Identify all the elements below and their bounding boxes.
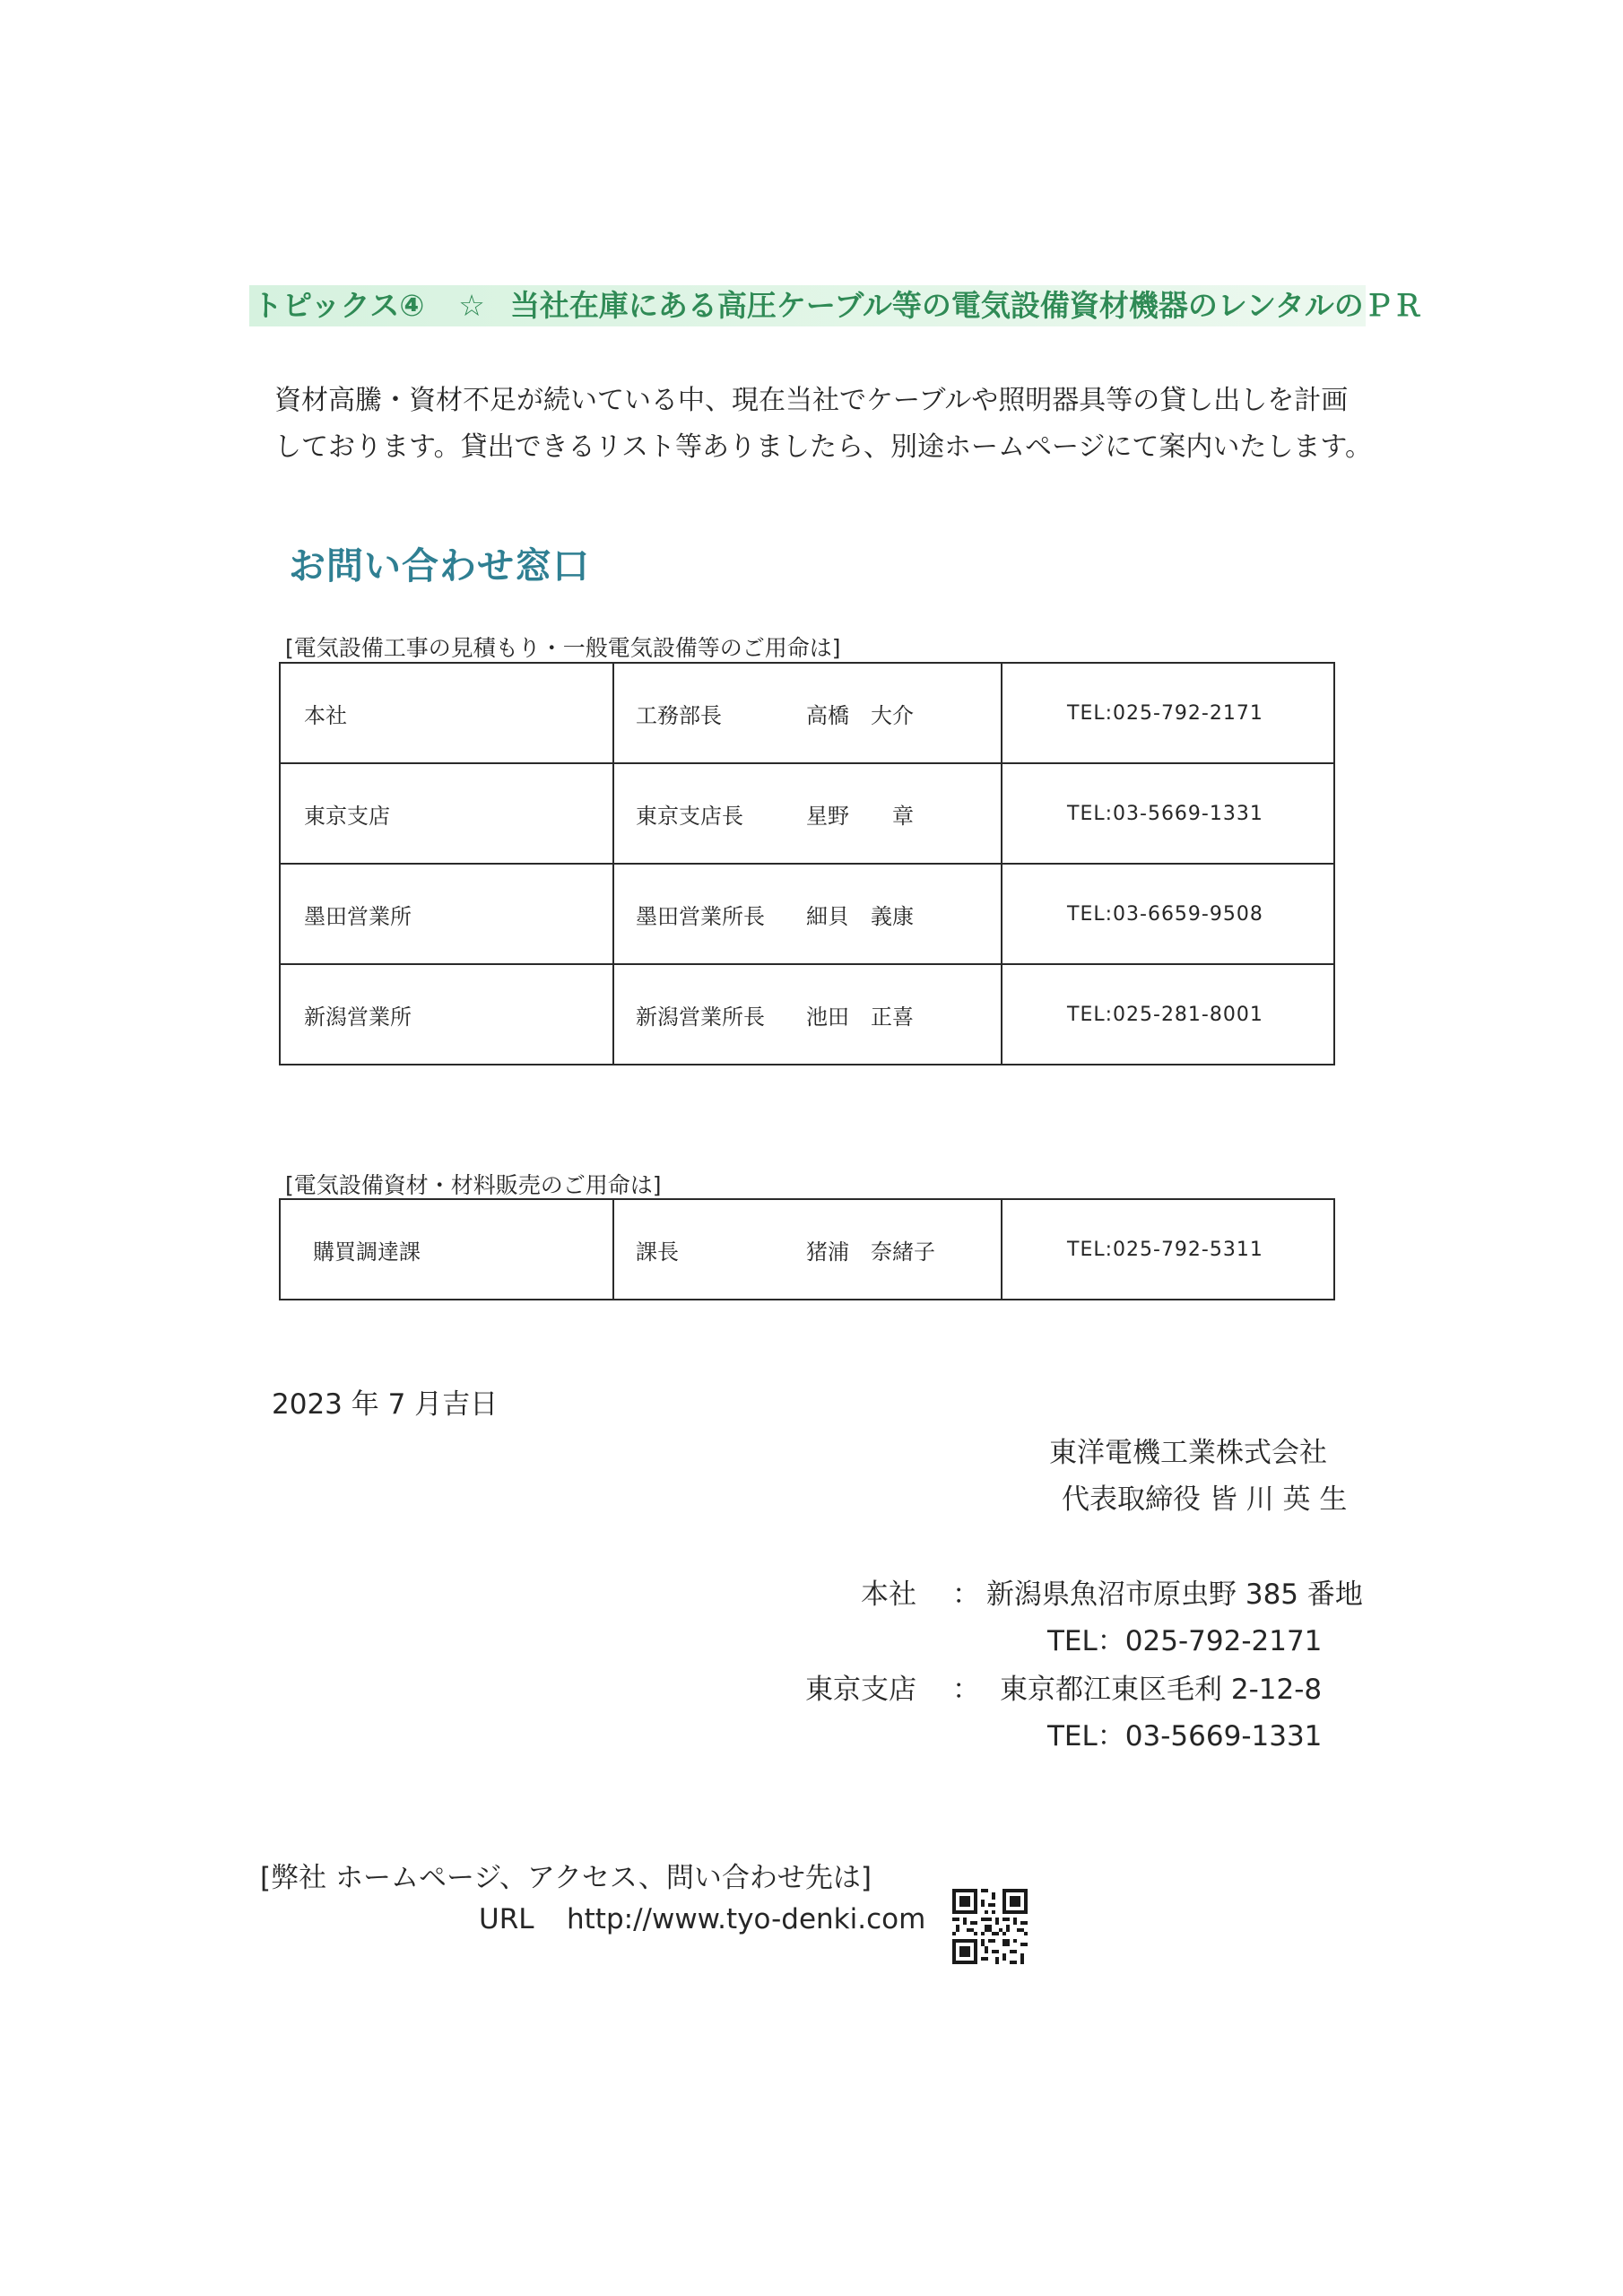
body-line-2: しております。貸出できるリスト等ありましたら、別途ホームページにて案内いたします。 [274,431,1372,463]
person: 細貝 義康 [806,903,914,929]
role: 工務部長 [636,702,722,728]
table1-label: [電気設備工事の見積もり・一般電気設備等のご用命は] [285,635,841,661]
footer-label: [弊社 ホームページ、アクセス、問い合わせ先は] [260,1862,872,1894]
role: 墨田営業所長 [636,903,765,929]
hq-colon: ： [952,1578,980,1611]
qr-code-icon [952,1889,1028,1964]
url-label: URL [479,1903,534,1935]
tel-cell: TEL:025-792-5311 [1002,1199,1334,1300]
contact-cell [613,864,1002,964]
person: 高橋 大介 [806,702,914,728]
role: 課長 [636,1239,679,1265]
table-row [280,663,1334,763]
hq-tel: TEL：025-792-2171 [1047,1625,1323,1657]
table-row [280,763,1334,864]
tokyo-address: 東京都江東区毛利 2-12-8 [1000,1674,1323,1706]
tel-cell: TEL:03-5669-1331 [1002,763,1334,864]
table-row [280,864,1334,964]
office-cell: 新潟営業所 [280,964,613,1065]
office-cell: 墨田営業所 [280,864,613,964]
contact-table-materials [279,1198,1335,1300]
contact-cell [613,1199,1002,1300]
office-cell: 購買調達課 [280,1199,613,1300]
role: 新潟営業所長 [636,1004,765,1030]
star-icon: ☆ [458,288,485,323]
representative: 代表取締役 皆 川 英 生 [1062,1483,1348,1516]
contact-cell [613,763,1002,864]
tel-cell: TEL:025-792-2171 [1002,663,1334,763]
person: 猪浦 奈緒子 [806,1239,935,1265]
office-cell: 本社 [280,663,613,763]
table2-label: [電気設備資材・材料販売のご用命は] [285,1172,662,1198]
person: 池田 正喜 [806,1004,914,1030]
table-row [280,964,1334,1065]
contact-heading: お問い合わせ窓口 [289,544,590,587]
topic-banner [249,285,1423,326]
hq-address: 新潟県魚沼市原虫野 385 番地 [986,1578,1363,1611]
company-name: 東洋電機工業株式会社 [1049,1437,1327,1469]
body-line-1: 資材高騰・資材不足が続いている中、現在当社でケーブルや照明器具等の貸し出しを計画 [274,385,1349,416]
topic-title: 当社在庫にある高圧ケーブル等の電気設備資材機器のレンタルのＰＲ [509,288,1423,323]
hq-name: 本社 [861,1578,916,1611]
date: 2023 年 7 月吉日 [272,1388,499,1421]
contact-table-construction [279,662,1335,1065]
contact-cell [613,663,1002,763]
tel-cell: TEL:025-281-8001 [1002,964,1334,1065]
role: 東京支店長 [636,803,743,829]
url-link[interactable]: http://www.tyo-denki.com [567,1903,926,1935]
topic-label: トピックス④ [253,288,425,323]
contact-cell [613,964,1002,1065]
tokyo-name: 東京支店 [805,1674,916,1706]
table-row [280,1199,1334,1300]
office-cell: 東京支店 [280,763,613,864]
tel-cell: TEL:03-6659-9508 [1002,864,1334,964]
person: 星野 章 [806,803,914,829]
tokyo-colon: ： [952,1674,980,1706]
tokyo-tel: TEL：03-5669-1331 [1047,1720,1323,1752]
